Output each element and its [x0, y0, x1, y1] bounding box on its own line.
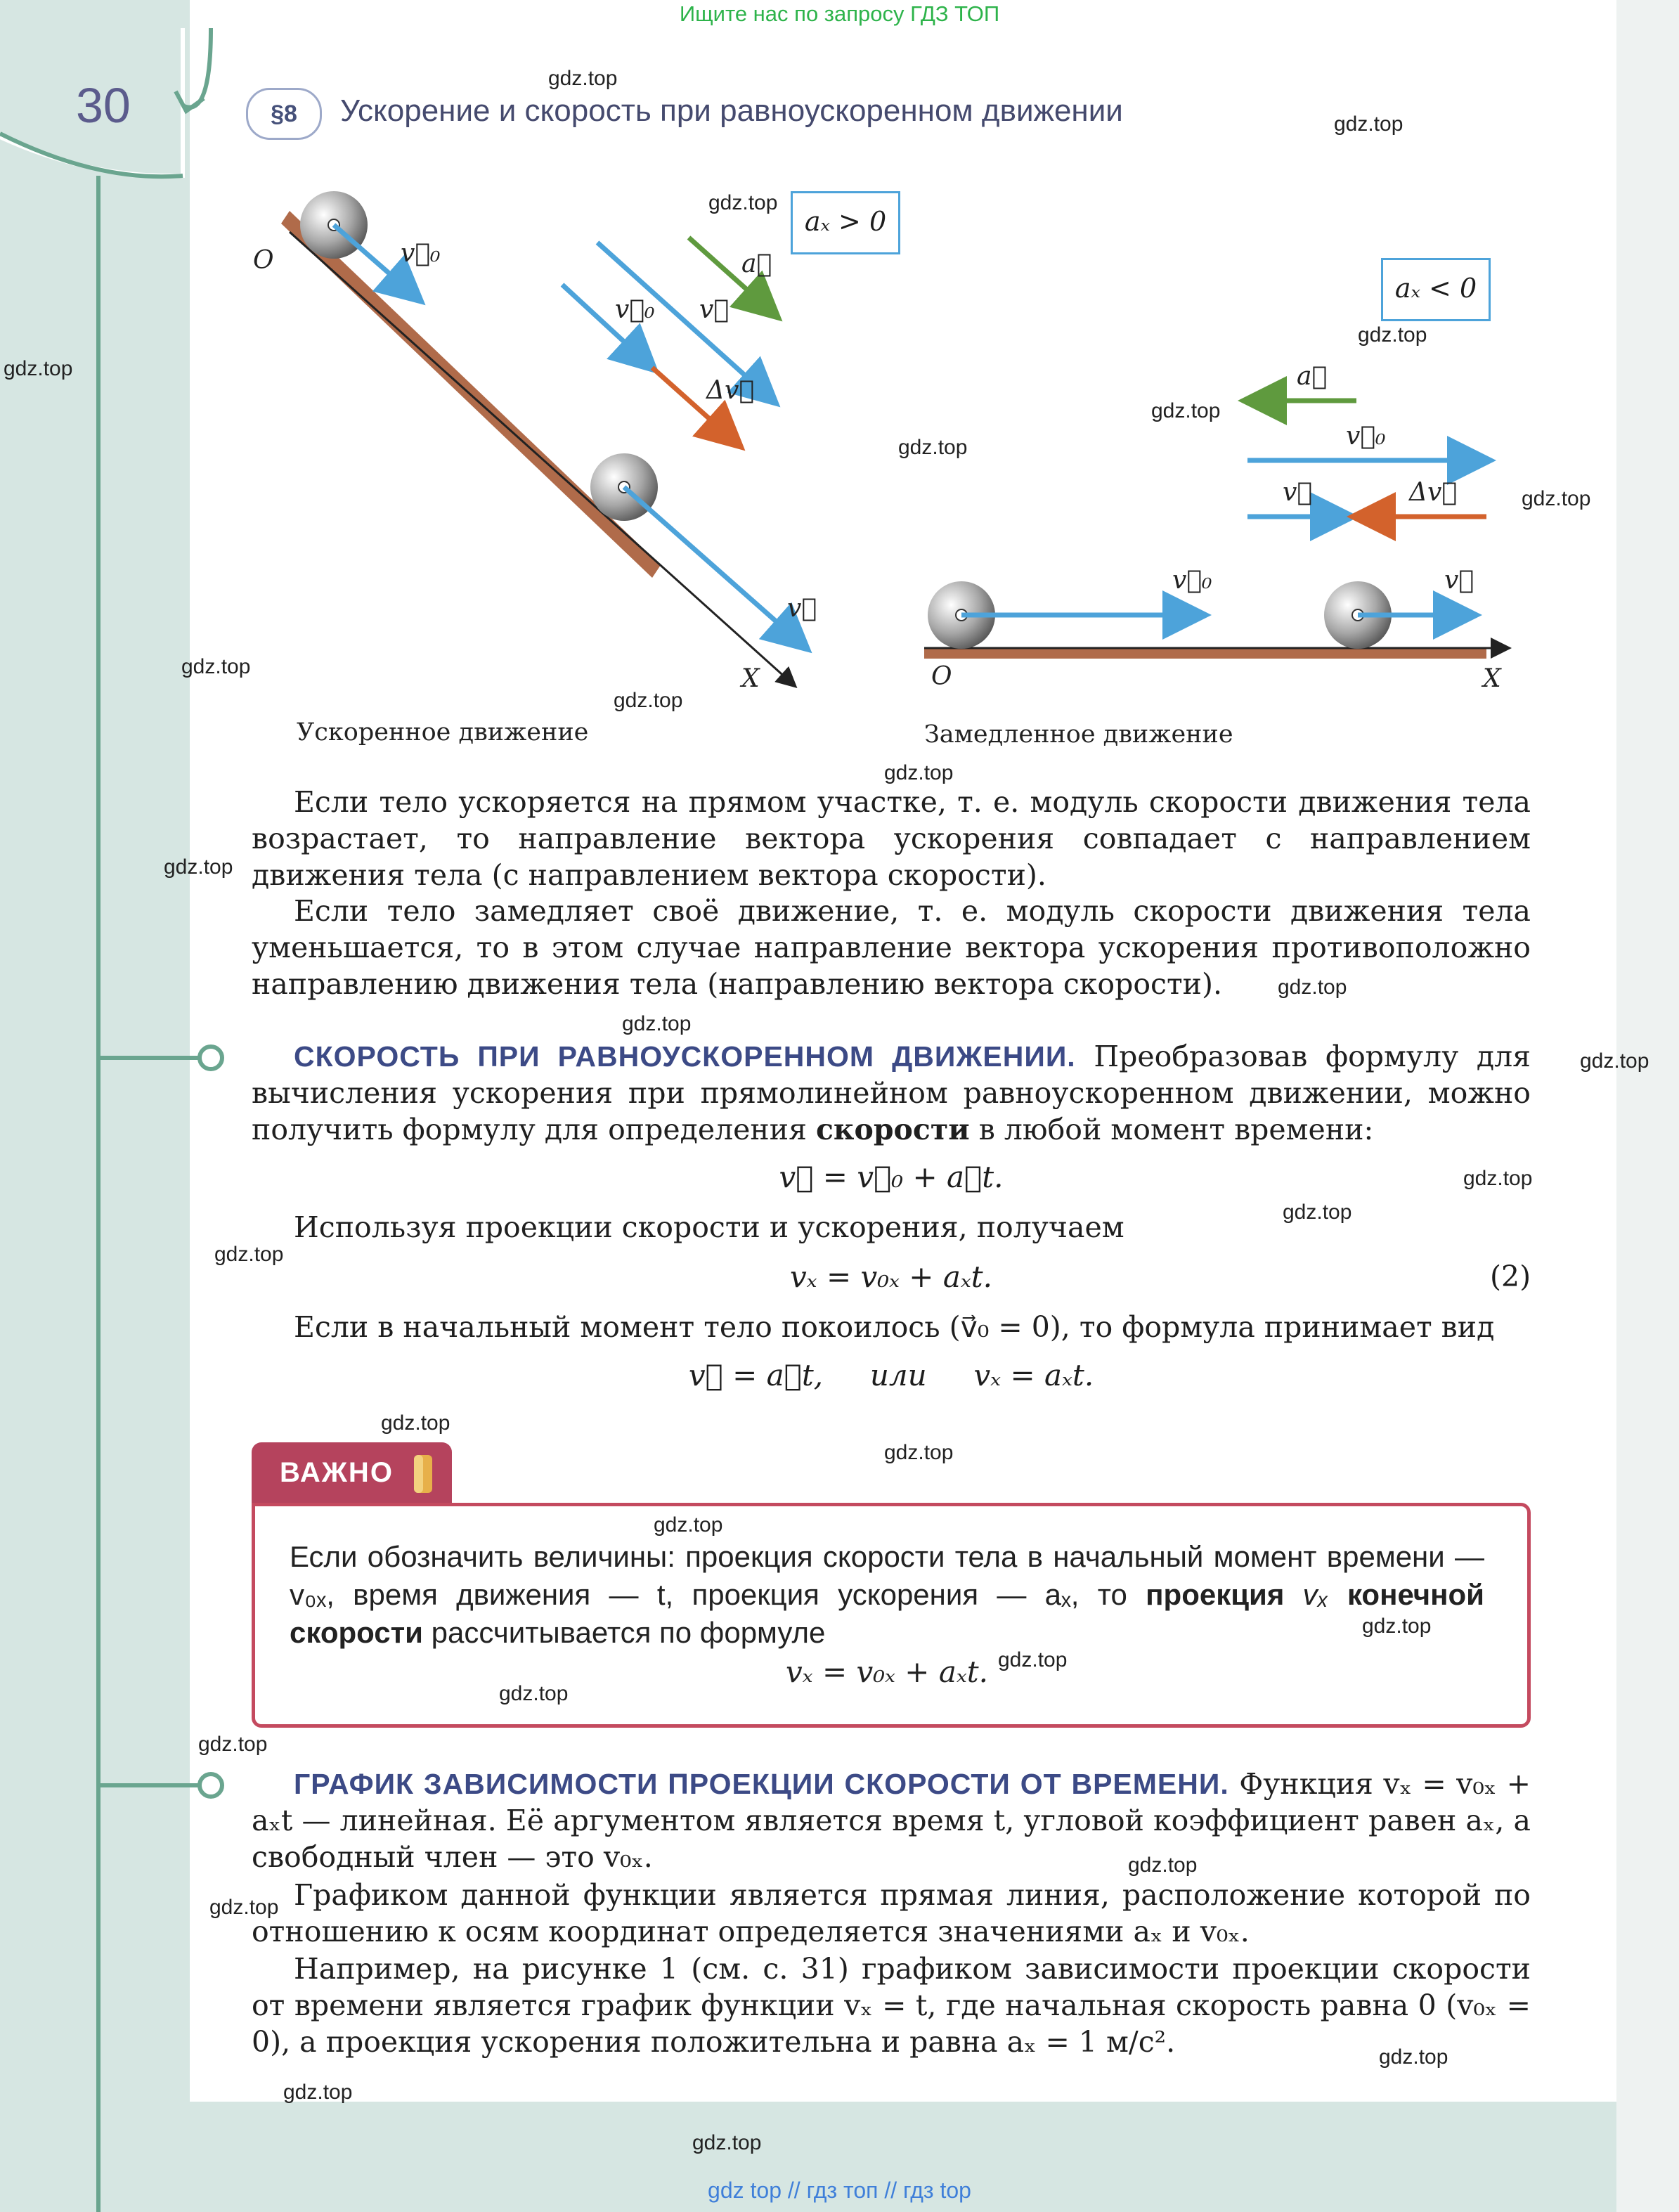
motion-figure	[0, 0, 1679, 773]
watermark: gdz.top	[622, 1012, 692, 1035]
paragraph-line: Графиком данной функции является прямая линия, расположение которой по отношению к осям координат определяется значениями aₓ и v₀ₓ.	[252, 1878, 1531, 1948]
watermark: gdz.top	[4, 357, 73, 380]
formula-rest: v⃗ = a⃗t, или vₓ = aₓt.	[688, 1358, 1094, 1392]
heading-graph: ГРАФИК ЗАВИСИМОСТИ ПРОЕКЦИИ СКОРОСТИ ОТ ВРЕМЕНИ.	[294, 1768, 1229, 1800]
caption-decelerated: Замедленное движение	[924, 720, 1233, 749]
watermark: gdz.top	[614, 689, 683, 712]
watermark: gdz.top	[1151, 399, 1221, 422]
label-v-right: v⃗	[1283, 478, 1312, 507]
label-dv-right: Δv⃗	[1409, 478, 1457, 507]
important-icon	[411, 1454, 435, 1494]
label-v0-ball: v⃗₀	[401, 239, 441, 268]
label-dv-vec: Δv⃗	[706, 376, 754, 405]
watermark: gdz.top	[1522, 487, 1591, 510]
label-v0-vec: v⃗₀	[615, 295, 655, 324]
paragraph-graph: ГРАФИК ЗАВИСИМОСТИ ПРОЕКЦИИ СКОРОСТИ ОТ ВРЕМЕНИ. Функция vₓ = v₀ₓ + aₓt — линейная. Её аргументом является время t, угловой коэффициент равен aₓ, а свободный член — это v₀ₓ.	[252, 1767, 1531, 1874]
watermark: gdz.top	[1128, 1854, 1198, 1877]
section-title: Ускорение и скорость при равноускоренном движении	[340, 93, 1123, 128]
label-v0-right: v⃗₀	[1346, 422, 1386, 451]
watermark: gdz.top	[708, 191, 778, 214]
important-text: Если обозначить величины: проекция скорости тела в начальный момент времени — v₀ₓ, время движения — t, проекция ускорения — aₓ, то проекция vₓ конечной скорости рассчитывается по формуле vₓ = v₀ₓ + aₓt.	[290, 1538, 1484, 1691]
section-badge: §8	[246, 88, 322, 140]
watermark: gdz.top	[1463, 1167, 1533, 1190]
watermark: gdz.top	[1362, 1615, 1432, 1638]
watermark: gdz.top	[1580, 1049, 1649, 1073]
important-label: ВАЖНО	[252, 1442, 452, 1503]
heading-velocity: СКОРОСТЬ ПРИ РАВНОУСКОРЕННОМ ДВИЖЕНИИ.	[294, 1040, 1076, 1073]
equation-number: (2)	[1490, 1260, 1531, 1293]
caption-accelerated: Ускоренное движение	[297, 718, 589, 746]
important-formula: vₓ = v₀ₓ + aₓt.	[785, 1655, 989, 1689]
paragraph-rest: Если в начальный момент тело покоилось (v⃗₀ = 0), то формула принимает вид	[294, 1310, 1495, 1344]
watermark: gdz.top	[209, 1896, 279, 1919]
label-o-left: O	[253, 246, 274, 275]
watermark: gdz.top	[1283, 1201, 1352, 1224]
label-a-right: a⃗	[1297, 362, 1328, 391]
label-a-vec: a⃗	[741, 250, 772, 278]
watermark: gdz.top	[1278, 976, 1347, 999]
formula-vector: v⃗ = v⃗₀ + a⃗t.	[779, 1160, 1004, 1194]
label-x-right: X	[1483, 664, 1501, 693]
paragraph-velocity: СКОРОСТЬ ПРИ РАВНОУСКОРЕННОМ ДВИЖЕНИИ. Преобразовав формулу для вычисления ускорения при прямолинейном равноускоренном движении, можно получить формулу для определения скорости в любой момент времени:	[252, 1040, 1531, 1146]
watermark: gdz.top	[1334, 112, 1404, 136]
top-banner[interactable]: Ищите нас по запросу ГДЗ ТОП	[679, 1, 1000, 26]
watermark: gdz.top	[214, 1243, 284, 1266]
watermark: gdz.top	[548, 67, 618, 90]
paragraph-example: Например, на рисунке 1 (см. с. 31) графиком зависимости проекции скорости от времени является график функции vₓ = t, где начальная скорость равна 0 (v₀ₓ = 0), а проекция ускорения положительна и равна aₓ = 1 м/с².	[252, 1952, 1531, 2059]
paragraph-accelerate: Если тело ускоряется на прямом участке, т. е. модуль скорости движения тела возрастает, то направление вектора ускорения совпадает с направлением движения тела (с направлением вектора скорости).	[252, 785, 1531, 892]
label-o-right: O	[931, 662, 952, 691]
watermark: gdz.top	[1358, 323, 1427, 347]
ax-positive-box: aₓ > 0	[791, 191, 900, 254]
label-v-ball: v⃗	[787, 594, 817, 623]
page-number: 30	[76, 78, 131, 133]
watermark: gdz.top	[164, 855, 233, 879]
watermark: gdz.top	[884, 1441, 954, 1464]
label-v0-ball-right: v⃗₀	[1172, 566, 1212, 595]
paragraph-projection: Используя проекции скорости и ускорения, получаем	[294, 1210, 1124, 1244]
label-v-vec: v⃗	[699, 295, 729, 324]
watermark: gdz.top	[998, 1648, 1068, 1671]
label-x-left: X	[741, 664, 760, 693]
watermark: gdz.top	[198, 1733, 268, 1756]
watermark: gdz.top	[884, 761, 954, 784]
label-v-ball-right: v⃗	[1444, 566, 1474, 595]
ax-negative-box: aₓ < 0	[1381, 258, 1491, 321]
watermark: gdz.top	[381, 1411, 450, 1435]
horizontal-plank	[924, 648, 1486, 659]
watermark: gdz.top	[499, 1682, 569, 1705]
watermark: gdz.top	[1379, 2045, 1448, 2069]
watermark: gdz.top	[692, 2131, 762, 2154]
formula-projection: vₓ = v₀ₓ + aₓt.	[789, 1260, 993, 1294]
bottom-banner[interactable]: gdz top // гдз топ // гдз top	[708, 2178, 971, 2203]
paragraph-decelerate: Если тело замедляет своё движение, т. е. модуль скорости движения тела уменьшается, то в этом случае направление вектора ускорения противоположно направлению движения тела (направлению вектора скорости).	[252, 894, 1531, 1001]
watermark: gdz.top	[283, 2081, 353, 2104]
watermark: gdz.top	[181, 655, 251, 678]
watermark: gdz.top	[654, 1513, 723, 1537]
watermark: gdz.top	[898, 436, 968, 459]
